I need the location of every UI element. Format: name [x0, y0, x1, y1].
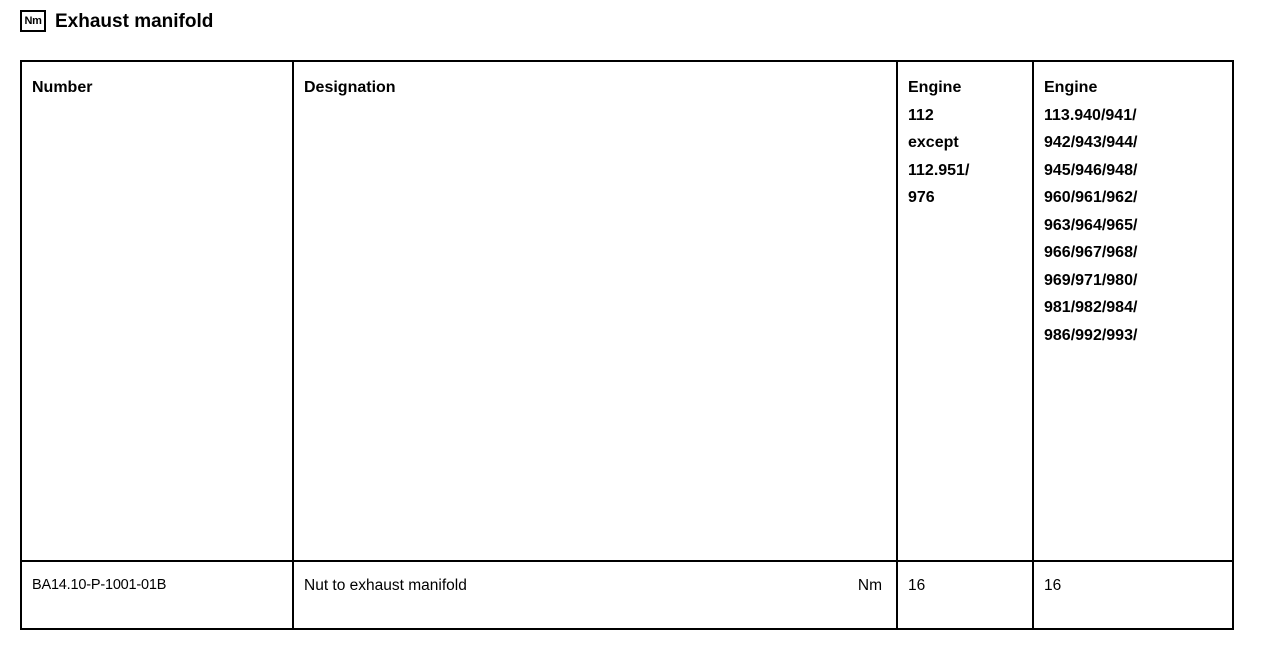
cell-part-number: BA14.10-P-1001-01B [21, 561, 293, 629]
torque-specification-table [20, 60, 1234, 630]
column-header-designation: Designation [293, 61, 897, 561]
designation-unit: Nm [857, 577, 882, 594]
designation-text: Nut to exhaust manifold [304, 577, 467, 594]
table-header-row [21, 61, 1233, 561]
cell-designation [293, 561, 897, 629]
cell-engine-113-value: 16 [1033, 561, 1233, 629]
column-header-engine-112: Engine 112 except 112.951/ 976 [897, 61, 1033, 561]
table-row [21, 561, 1233, 629]
column-header-number: Number [21, 61, 293, 561]
cell-engine-112-value: 16 [897, 561, 1033, 629]
document-title-row [20, 10, 213, 32]
column-header-engine-113: Engine 113.940/941/ 942/943/944/ 945/946/948/ 960/961/962/ 963/964/965/ 966/967/968/ 969/971/980/ 981/982/984/ 986/992/993/ [1033, 61, 1233, 561]
torque-unit-icon: Nm [20, 10, 46, 32]
page-title: Exhaust manifold [55, 10, 214, 32]
